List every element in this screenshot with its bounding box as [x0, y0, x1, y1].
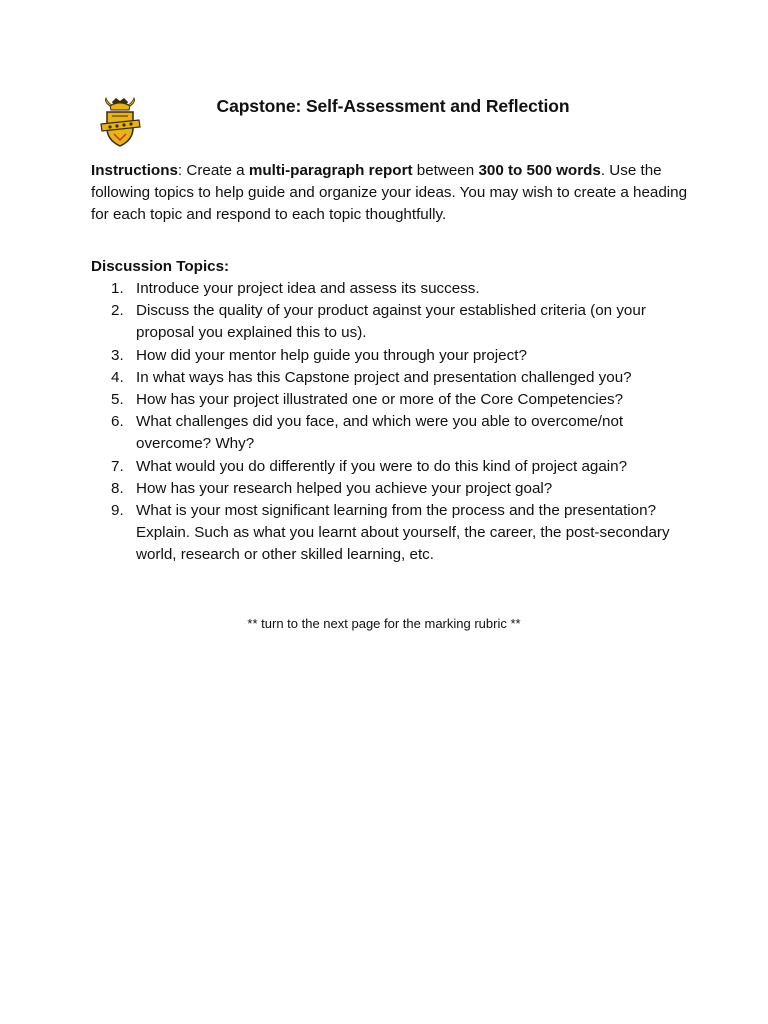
list-item-number: 3. [111, 346, 124, 364]
instructions-emphasis: multi-paragraph report [248, 162, 413, 179]
list-item [91, 478, 691, 500]
instructions-emphasis: 300 to 500 words [478, 162, 601, 179]
list-item [91, 345, 691, 367]
list-item-number: 1. [111, 280, 124, 297]
list-item-number: 5. [111, 391, 124, 409]
list-item [91, 456, 691, 478]
list-item-number: 7. [111, 457, 124, 475]
list-item-number: 6. [111, 413, 124, 431]
list-item-text: What would you do differently if you were to do this kind of project again? [136, 457, 628, 475]
discussion-topics-list [91, 278, 691, 567]
list-item [91, 300, 691, 344]
list-item-text: What challenges did you face, and which were you able to overcome/not overcome? Why? [136, 413, 624, 453]
next-page-note: ** turn to the next page for the marking rubric ** [247, 616, 521, 631]
instructions-text: between [412, 162, 479, 179]
list-item-text: How did your mentor help guide you through your project? [136, 346, 527, 364]
list-item-text: What is your most significant learning from the process and the presentation? Explain. Such as what you learnt about yourself, the career, the post-secondary world, research or other skilled learning, etc. [136, 502, 670, 564]
instructions-label: Instructions [91, 162, 178, 179]
list-item-text: Introduce your project idea and assess its success. [136, 280, 480, 297]
list-item-text: How has your research helped you achieve your project goal? [136, 479, 553, 497]
list-item-number: 2. [111, 302, 124, 320]
list-item-text: Discuss the quality of your product against your established criteria (on your proposal you explained this to us). [136, 302, 646, 342]
list-item-text: In what ways has this Capstone project and presentation challenged you? [136, 368, 632, 386]
list-item-number: 8. [111, 479, 124, 497]
list-item-number: 4. [111, 368, 124, 386]
discussion-topics-heading: Discussion Topics: [91, 258, 230, 275]
list-item-text: How has your project illustrated one or more of the Core Competencies? [136, 391, 624, 409]
instructions-paragraph [91, 160, 691, 227]
page-title: Capstone: Self-Assessment and Reflection [216, 96, 570, 116]
instructions-text: . Use the following topics to help guide and organize your ideas. You may wish to create a heading for each topic and respond to each topic thoughtfully. [91, 162, 688, 224]
list-item [91, 411, 691, 455]
list-item [91, 278, 691, 300]
list-item [91, 500, 691, 567]
list-item [91, 367, 691, 389]
instructions-text: : Create a [177, 162, 249, 179]
list-item [91, 389, 691, 411]
list-item-number: 9. [111, 502, 124, 520]
